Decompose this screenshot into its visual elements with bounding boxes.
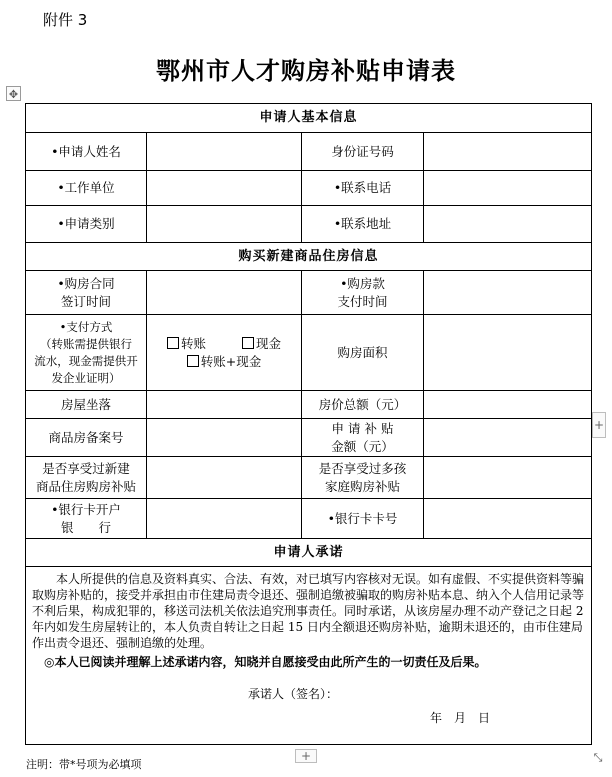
option-transfer-cash-label: 转账+现金	[200, 353, 262, 369]
field-area[interactable]	[424, 315, 592, 391]
checkbox-cash[interactable]	[242, 337, 254, 349]
commitment-block	[26, 567, 592, 745]
option-cash[interactable]	[242, 336, 281, 351]
label-payment-method-line3: 流水，现金需提供开	[34, 353, 138, 368]
label-employer: •工作单位	[26, 171, 147, 206]
field-category[interactable]	[147, 206, 302, 243]
commitment-paragraph: 本人所提供的信息及资料真实、合法、有效，对已填写内容核对无误。如有虚假、不实提供资料等骗取购房补贴的，接受并承担由市住建局责令退还、强制追缴被骗取的购房补贴本息、纳入个人信用记录等不利后果，构成犯罪的，移送司法机关依法追究刑事责任。同时承诺，从该房屋办理不动产登记之日起 2 年内如发生房屋转让的，本人负责自转让之日起 15 日内全额退还购房补贴，逾期未退还的，由市住建局作出责令退还、强制追缴的处理。	[32, 572, 585, 650]
label-bank-branch	[26, 499, 147, 539]
field-new-house-subsidy[interactable]	[147, 457, 302, 499]
label-filing-number: 商品房备案号	[26, 419, 147, 457]
label-payment-method-line1: •支付方式	[59, 319, 113, 334]
application-form-table	[25, 103, 591, 745]
label-multi-child-subsidy	[302, 457, 424, 499]
signature-area	[32, 685, 585, 727]
field-payment-time[interactable]	[424, 271, 592, 315]
field-multi-child-subsidy[interactable]	[424, 457, 592, 499]
option-transfer[interactable]	[167, 336, 206, 351]
label-contract-time-line2: 签订时间	[60, 293, 111, 309]
add-row-plus-icon[interactable]: +	[295, 749, 317, 763]
section-purchase-info: 购买新建商品住房信息	[26, 243, 592, 271]
label-new-house-subsidy-line1: 是否享受过新建	[42, 460, 130, 476]
label-subsidy-amount-line2: 金额（元）	[331, 438, 394, 454]
checkbox-transfer-cash[interactable]	[187, 355, 199, 367]
label-location: 房屋坐落	[26, 391, 147, 419]
checkbox-transfer[interactable]	[167, 337, 179, 349]
label-payment-time-line2: 支付时间	[337, 293, 388, 309]
field-employer[interactable]	[147, 171, 302, 206]
label-applicant-name: •申请人姓名	[26, 133, 147, 171]
signer-label: 承诺人（签名）：	[248, 687, 339, 701]
field-location[interactable]	[147, 391, 302, 419]
field-bank-card[interactable]	[424, 499, 592, 539]
date-label: 年 月 日	[430, 711, 491, 725]
label-payment-method	[26, 315, 147, 391]
label-payment-method-line2: （转账需提供银行	[40, 336, 132, 351]
label-bank-branch-line2: 银 行	[60, 519, 111, 535]
label-new-house-subsidy-line2: 商品住房购房补贴	[35, 478, 136, 494]
label-contract-time-line1: •购房合同	[57, 275, 115, 291]
field-total-price[interactable]	[424, 391, 592, 419]
option-transfer-cash[interactable]	[187, 354, 261, 369]
label-payment-method-line4: 发企业证明）	[51, 370, 121, 385]
field-bank-branch[interactable]	[147, 499, 302, 539]
label-subsidy-amount-line1: 申 请 补 贴	[331, 420, 394, 436]
label-subsidy-amount	[302, 419, 424, 457]
add-column-plus-icon[interactable]: +	[592, 412, 606, 438]
table-resize-icon[interactable]: ⤡	[593, 751, 603, 764]
field-phone[interactable]	[424, 171, 592, 206]
form-title: 鄂州市人才购房补贴申请表	[156, 56, 456, 85]
label-phone: •联系电话	[302, 171, 424, 206]
label-contract-time	[26, 271, 147, 315]
label-id-number: 身份证号码	[302, 133, 424, 171]
field-contract-time[interactable]	[147, 271, 302, 315]
field-applicant-name[interactable]	[147, 133, 302, 171]
table-move-handle-icon[interactable]: ✥	[6, 86, 21, 101]
label-total-price: 房价总额（元）	[302, 391, 424, 419]
field-payment-method	[147, 315, 302, 391]
label-multi-child-subsidy-line2: 家庭购房补贴	[324, 478, 400, 494]
section-basic-info: 申请人基本信息	[26, 104, 592, 133]
label-payment-time-line1: •购房款	[340, 275, 385, 291]
label-bank-card: •银行卡卡号	[302, 499, 424, 539]
label-area: 购房面积	[302, 315, 424, 391]
field-id-number[interactable]	[424, 133, 592, 171]
attachment-label: 附件 3	[43, 11, 88, 29]
option-cash-label: 现金	[255, 335, 281, 351]
commitment-statement: ◎本人已阅读并理解上述承诺内容，知晓并自愿接受由此所产生的一切责任及后果。	[44, 655, 487, 669]
field-address[interactable]	[424, 206, 592, 243]
label-payment-time	[302, 271, 424, 315]
option-transfer-label: 转账	[181, 335, 207, 351]
field-subsidy-amount[interactable]	[424, 419, 592, 457]
label-multi-child-subsidy-line1: 是否享受过多孩	[318, 460, 407, 476]
label-category: •申请类别	[26, 206, 147, 243]
footnote: 注明：带*号项为必填项	[26, 758, 142, 771]
label-bank-branch-line1: •银行卡开户	[51, 501, 121, 517]
field-filing-number[interactable]	[147, 419, 302, 457]
label-new-house-subsidy	[26, 457, 147, 499]
section-commitment: 申请人承诺	[26, 539, 592, 567]
label-address: •联系地址	[302, 206, 424, 243]
